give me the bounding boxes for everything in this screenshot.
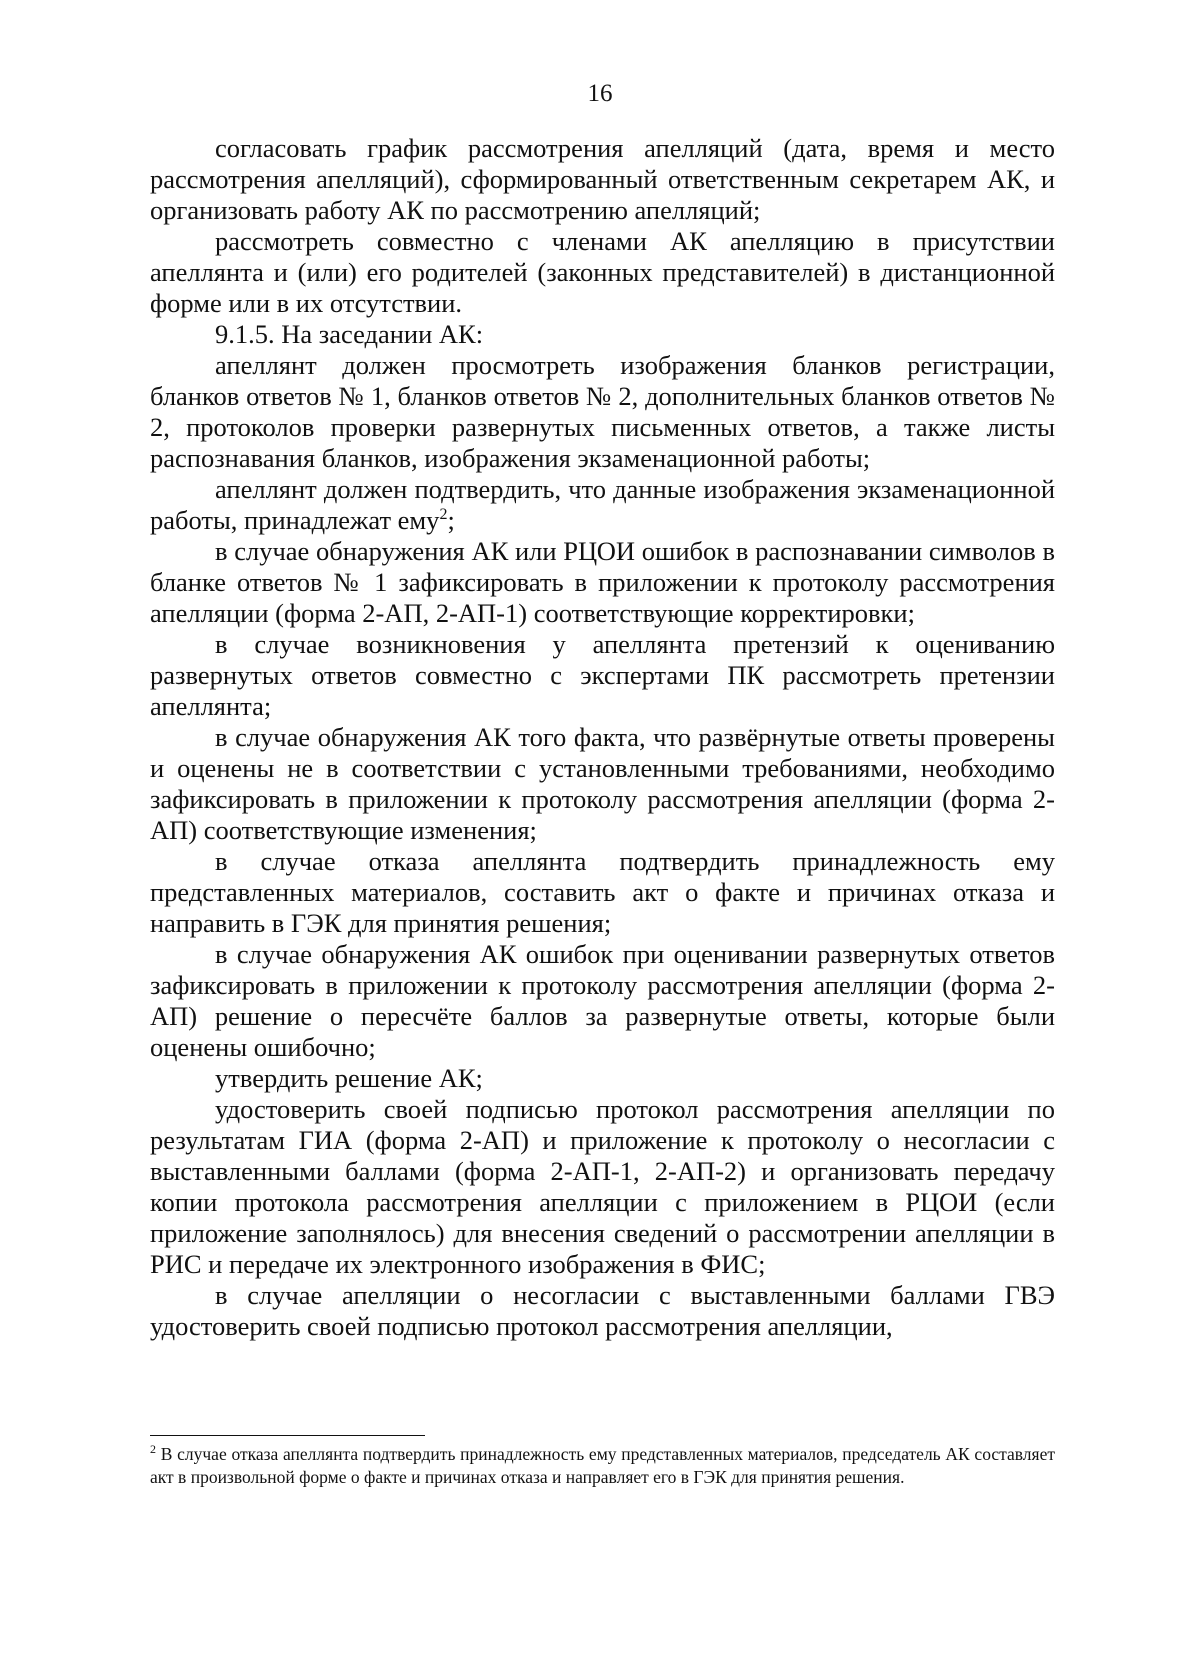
paragraph-text-end: ; <box>447 505 455 535</box>
paragraph: в случае апелляции о несогласии с выставленными баллами ГВЭ удостоверить своей подписью протокол рассмотрения апелляции, <box>150 1280 1055 1341</box>
paragraph: в случае обнаружения АК ошибок при оценивании развернутых ответов зафиксировать в приложении к протоколу рассмотрения апелляции (форма 2-АП) решение о пересчёте баллов за развернутые ответы, которые были оценены ошибочно; <box>150 939 1055 1062</box>
main-text <box>150 133 1055 1342</box>
paragraph: рассмотреть совместно с членами АК апелляцию в присутствии апеллянта и (или) его родителей (законных представителей) в дистанционной форме или в их отсутствии. <box>150 226 1055 318</box>
paragraph: удостоверить своей подписью протокол рассмотрения апелляции по результатам ГИА (форма 2-АП) и приложение к протоколу о несогласии с выставленными баллами (форма 2-АП-1, 2-АП-2) и организовать передачу копии протокола рассмотрения апелляции с приложением в РЦОИ (если приложение заполнялось) для внесения сведений о рассмотрении апелляции в РИС и передаче их электронного изображения в ФИС; <box>150 1094 1055 1279</box>
paragraph: в случае возникновения у апеллянта претензий к оцениванию развернутых ответов совместно с экспертами ПК рассмотреть претензии апеллянта; <box>150 629 1055 721</box>
paragraph-with-footnote <box>150 474 1055 536</box>
paragraph: в случае обнаружения АК того факта, что развёрнутые ответы проверены и оценены не в соответствии с установленными требованиями, необходимо зафиксировать в приложении к протоколу рассмотрения апелляции (форма 2-АП) соответствующие изменения; <box>150 722 1055 845</box>
paragraph: апеллянт должен просмотреть изображения бланков регистрации, бланков ответов № 1, бланков ответов № 2, дополнительных бланков ответов № 2, протоколов проверки развернутых письменных ответов, а также листы распознавания бланков, изображения экзаменационной работы; <box>150 350 1055 473</box>
footnote-separator <box>150 1435 425 1436</box>
page-number: 16 <box>587 80 613 107</box>
paragraph: в случае отказа апеллянта подтвердить принадлежность ему представленных материалов, составить акт о факте и причинах отказа и направить в ГЭК для принятия решения; <box>150 846 1055 938</box>
paragraph: в случае обнаружения АК или РЦОИ ошибок в распознавании символов в бланке ответов № 1 зафиксировать в приложении к протоколу рассмотрения апелляции (форма 2-АП, 2-АП-1) соответствующие корректировки; <box>150 536 1055 628</box>
footnote <box>150 1443 1055 1489</box>
footnote-mark: 2 <box>150 1442 156 1457</box>
paragraph: согласовать график рассмотрения апелляций (дата, время и место рассмотрения апелляций), сформированный ответственным секретарем АК, и организовать работу АК по рассмотрению апелляций; <box>150 133 1055 225</box>
section-heading: 9.1.5. На заседании АК: <box>215 319 484 349</box>
paragraph-text: апеллянт должен подтвердить, что данные изображения экзаменационной работы, принадлежат ему <box>150 474 1055 535</box>
paragraph: утвердить решение АК; <box>215 1063 483 1093</box>
footnote-text: В случае отказа апеллянта подтвердить принадлежность ему представленных материалов, председатель АК составляет акт в произвольной форме о факте и причинах отказа и направляет его в ГЭК для принятия решения. <box>150 1444 1055 1487</box>
footnote-reference[interactable]: 2 <box>439 506 448 524</box>
